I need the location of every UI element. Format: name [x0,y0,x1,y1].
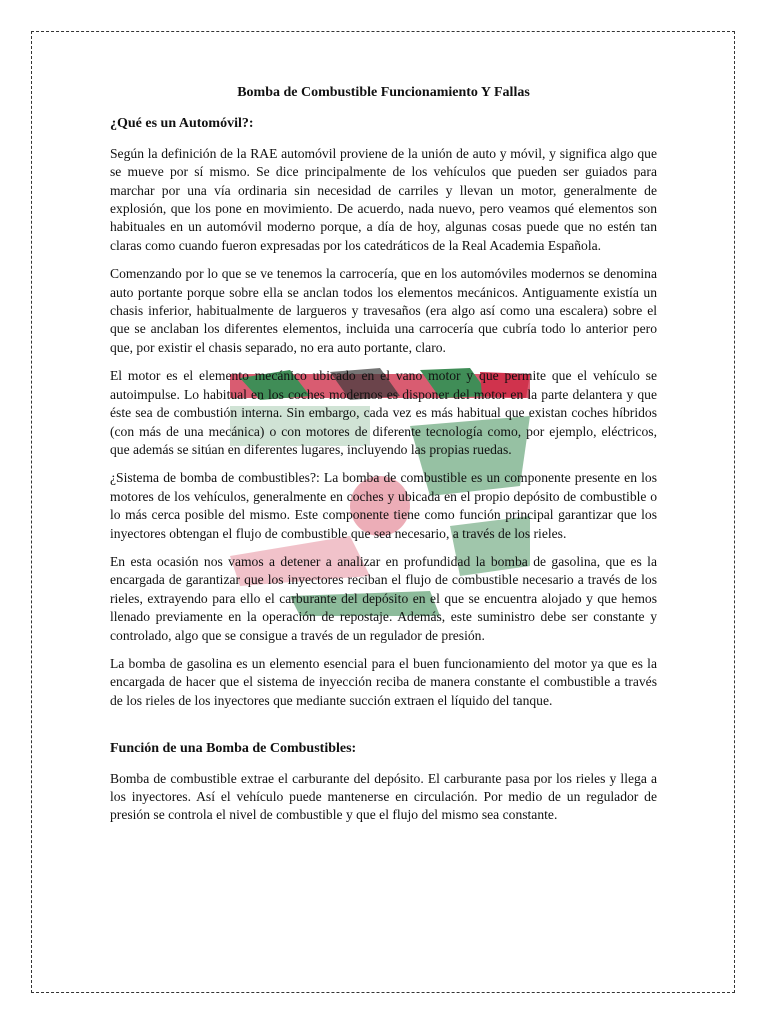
section-heading-funcion: Función de una Bomba de Combustibles: [110,741,357,757]
document-body [110,84,657,835]
document-title: Bomba de Combustible Funcionamiento Y Fallas [237,85,530,100]
section-heading-automovil: ¿Qué es un Automóvil?: [110,116,254,132]
paragraph-6: La bomba de gasolina es un elemento esencial para el buen funcionamiento del motor ya que es la encargada de hacer que el sistema de inyección reciba de manera constante el combustible a través de los rieles de los inyectores que mediante succión extraen el líquido del tanque. [110,655,657,708]
paragraph-5: En esta ocasión nos vamos a detener a analizar en profundidad la bomba de gasolina, que es la encargada de garantizar que los inyectores reciban el flujo de combustible necesario a través de los rieles, extrayendo para ello el carburante del depósito en el que se encuentra alojado y que hemos llenado previamente en la operación de repostaje. Además, este suministro debe ser constante y controlado, algo que se consigue a través de un regulador de presión. [110,553,657,643]
paragraph-7: Bomba de combustible extrae el carburante del depósito. El carburante pasa por los rieles y llega a los inyectores. Así el vehículo puede mantenerse en circulación. Por medio de un regulador de presión se controla el nivel de combustible y que el flujo del mismo sea constante. [110,770,657,823]
paragraph-4: ¿Sistema de bomba de combustibles?: La bomba de combustible es un componente presente en los motores de los vehículos, generalmente en coches y ubicada en el propio depósito de combustible o lo más cerca posible del mismo. Este componente tiene como función principal garantizar que los inyectores obtengan el flujo de combustible que sea necesario, a través de los rieles. [110,470,657,541]
paragraph-3: El motor es el elemento mecánico ubicado en el vano motor y que permite que el vehículo se autoimpulse. Lo habitual en los coches modernos es disponer del motor en la parte delantera y que éste sea de combustión interna. Sin embargo, cada vez es más habitual que existan coches híbridos (con más de una mecánica) o con motores de diferente tecnología como, por ejemplo, eléctricos, que además se sitúan en diferentes lugares, incluyendo las propias ruedas. [110,368,657,457]
paragraph-2: Comenzando por lo que se ve tenemos la carrocería, que en los automóviles modernos se denomina auto portante porque sobre ella se anclan todos los elementos mecánicos. Antiguamente existía un chasis inferior, habitualmente de largueros y travesaños (era algo así como una escalera) sobre el que se anclaban los diferentes elementos, incluida una carrocería que cubría todo lo anterior pero que, por existir el chasis separado, no era auto portante, claro. [110,266,657,355]
paragraph-1: Según la definición de la RAE automóvil proviene de la unión de auto y móvil, y significa algo que se mueve por sí mismo. Se dice principalmente de los vehículos que pueden ser guiados para marchar por una vía ordinaria sin necesidad de carriles y llevan un motor, generalmente de explosión, que los pone en movimiento. De acuerdo, nada nuevo, pero veamos qué elementos son habituales en un automóvil moderno porque, a día de hoy, algunas cosas puede que no estén tan claras como cuando fueron expresadas por los catedráticos de la Real Academia Española. [110,145,657,253]
